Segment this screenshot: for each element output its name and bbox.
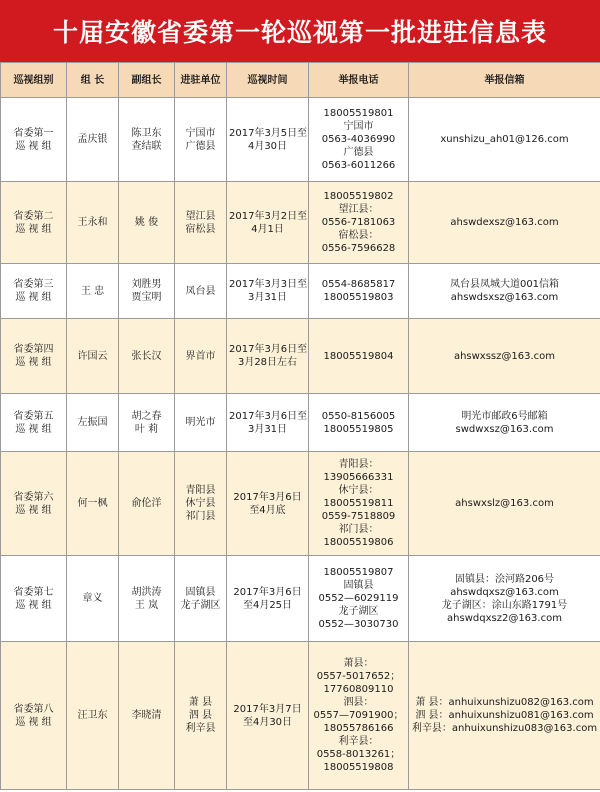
phone-cell bbox=[309, 642, 409, 790]
cell-line: 固镇县：浍河路206号 bbox=[454, 573, 555, 585]
cell-line: 萧 县 bbox=[188, 697, 213, 708]
group-cell bbox=[1, 264, 67, 319]
deputy-cell bbox=[119, 264, 175, 319]
mailbox-cell bbox=[409, 319, 600, 394]
phone-cell bbox=[309, 452, 409, 556]
time-cell bbox=[227, 98, 309, 182]
unit-cell bbox=[175, 452, 227, 556]
cell-line: 巡 视 组 bbox=[15, 140, 52, 152]
cell-line: 3月31日 bbox=[247, 423, 288, 435]
unit-cell bbox=[175, 642, 227, 790]
cell-line: 明光市邮政6号邮箱 bbox=[461, 410, 548, 422]
cell-line: 0559-7518809 bbox=[321, 511, 396, 522]
cell-line: 宿松县： bbox=[338, 230, 379, 241]
cell-line: 望江县： bbox=[338, 204, 379, 215]
leader-cell bbox=[67, 182, 119, 264]
unit-cell bbox=[175, 264, 227, 319]
deputy-cell bbox=[119, 319, 175, 394]
cell-line: 省委第八 bbox=[13, 703, 54, 715]
table-row bbox=[1, 642, 600, 790]
table-row bbox=[1, 556, 600, 642]
cell-line: 3月31日 bbox=[247, 292, 288, 303]
cell-line: 0557-5017652； bbox=[316, 671, 401, 682]
cell-line: 18005519808 bbox=[323, 762, 394, 773]
time-cell bbox=[227, 556, 309, 642]
leader-cell bbox=[67, 556, 119, 642]
cell-line: 王永和 bbox=[77, 217, 108, 228]
cell-line: 左振国 bbox=[77, 417, 108, 428]
mailbox-cell bbox=[409, 452, 600, 556]
cell-line: 叶 莉 bbox=[134, 423, 159, 435]
cell-line: 18005519811 bbox=[323, 498, 394, 509]
deputy-cell bbox=[119, 556, 175, 642]
cell-line: 巡 视 组 bbox=[15, 357, 52, 368]
cell-line: 孟庆银 bbox=[77, 134, 108, 145]
cell-line: 18005519806 bbox=[323, 537, 394, 548]
cell-line: 王 岚 bbox=[134, 599, 159, 611]
cell-line: 18005519801 bbox=[323, 108, 394, 119]
cell-line: 省委第三 bbox=[13, 279, 54, 290]
cell-line: 2017年3月6日至 bbox=[229, 344, 308, 355]
cell-line: 0552—6029119 bbox=[318, 593, 399, 604]
table-row bbox=[1, 98, 600, 182]
cell-line: 省委第六 bbox=[13, 491, 54, 503]
cell-line: 18005519804 bbox=[323, 350, 394, 362]
table-row bbox=[1, 182, 600, 264]
cell-line: 章义 bbox=[82, 593, 103, 604]
leader-cell bbox=[67, 452, 119, 556]
cell-line: 2017年3月5日至 bbox=[229, 127, 308, 139]
cell-line: 青阳县： bbox=[338, 459, 379, 470]
deputy-cell bbox=[119, 452, 175, 556]
column-header: 副组长 bbox=[119, 63, 175, 98]
cell-line: 2017年3月7日 bbox=[233, 703, 302, 715]
phone-cell bbox=[309, 98, 409, 182]
cell-line: 至4月30日 bbox=[242, 716, 293, 728]
leader-cell bbox=[67, 394, 119, 452]
cell-line: 4月1日 bbox=[251, 223, 284, 235]
time-cell bbox=[227, 319, 309, 394]
cell-line: swdwxsz@163.com bbox=[455, 423, 554, 435]
cell-line: 2017年3月2日至 bbox=[229, 210, 308, 222]
mailbox-cell bbox=[409, 394, 600, 452]
cell-line: 明光市 bbox=[185, 417, 216, 428]
phone-cell bbox=[309, 264, 409, 319]
cell-line: 贾宝明 bbox=[131, 292, 162, 303]
deputy-cell bbox=[119, 182, 175, 264]
cell-line: 0563-6011266 bbox=[321, 160, 396, 171]
cell-line: 姚 俊 bbox=[134, 217, 159, 228]
page-title: 十届安徽省委第一轮巡视第一批进驻信息表 bbox=[52, 18, 547, 47]
cell-line: 宿松县 bbox=[185, 223, 216, 235]
cell-line: 省委第四 bbox=[13, 344, 54, 355]
column-header: 组 长 bbox=[67, 63, 119, 98]
cell-line: 胡之春 bbox=[131, 410, 162, 422]
cell-line: 18005519805 bbox=[323, 423, 394, 435]
cell-line: 萧 县：anhuixunshizu082@163.com bbox=[415, 697, 594, 708]
cell-line: 2017年3月6日 bbox=[233, 586, 302, 598]
mailbox-cell bbox=[409, 556, 600, 642]
cell-line: 许国云 bbox=[77, 350, 108, 362]
table-row bbox=[1, 319, 600, 394]
time-cell bbox=[227, 642, 309, 790]
cell-line: 龙子湖区 bbox=[338, 606, 379, 617]
cell-line: 李晓清 bbox=[131, 710, 162, 721]
cell-line: 界首市 bbox=[185, 350, 216, 362]
unit-cell bbox=[175, 394, 227, 452]
cell-line: 宁国市 bbox=[343, 121, 374, 132]
cell-line: 胡洪涛 bbox=[131, 586, 162, 598]
cell-line: 2017年3月6日至 bbox=[229, 410, 308, 422]
cell-line: 巡 视 组 bbox=[15, 504, 52, 516]
time-cell bbox=[227, 264, 309, 319]
cell-line: 0554-8685817 bbox=[321, 279, 396, 290]
cell-line: 省委第二 bbox=[13, 210, 54, 222]
cell-line: 18055786166 bbox=[323, 723, 394, 734]
unit-cell bbox=[175, 98, 227, 182]
cell-line: 青阳县 bbox=[185, 485, 216, 496]
cell-line: 0556-7181063 bbox=[321, 217, 396, 228]
phone-cell bbox=[309, 394, 409, 452]
cell-line: 13905666331 bbox=[323, 472, 394, 483]
leader-cell bbox=[67, 264, 119, 319]
cell-line: 广德县 bbox=[343, 147, 374, 158]
mailbox-cell bbox=[409, 264, 600, 319]
cell-line: xunshizu_ah01@126.com bbox=[440, 134, 569, 145]
time-cell bbox=[227, 394, 309, 452]
cell-line: 利辛县：anhuixunshizu083@163.com bbox=[411, 723, 598, 734]
cell-line: 祁门县： bbox=[338, 524, 379, 535]
cell-line: 固镇县 bbox=[185, 586, 216, 598]
cell-line: 18005519802 bbox=[323, 191, 394, 202]
leader-cell bbox=[67, 98, 119, 182]
table-header-row bbox=[1, 63, 600, 98]
cell-line: 至4月底 bbox=[249, 504, 286, 516]
cell-line: 泗县： bbox=[343, 697, 374, 708]
column-header: 举报电话 bbox=[309, 63, 409, 98]
cell-line: 0563-4036990 bbox=[321, 134, 396, 145]
cell-line: ahswdsxsz@163.com bbox=[450, 292, 559, 303]
cell-line: 刘胜男 bbox=[131, 279, 162, 290]
phone-cell bbox=[309, 319, 409, 394]
phone-cell bbox=[309, 556, 409, 642]
group-cell bbox=[1, 642, 67, 790]
column-header: 巡视组别 bbox=[1, 63, 67, 98]
cell-line: 泗 县：anhuixunshizu081@163.com bbox=[415, 710, 594, 721]
cell-line: 广德县 bbox=[185, 140, 216, 152]
cell-line: 张长汉 bbox=[131, 350, 162, 362]
deputy-cell bbox=[119, 642, 175, 790]
time-cell bbox=[227, 182, 309, 264]
cell-line: 至4月25日 bbox=[242, 599, 293, 611]
cell-line: 巡 视 组 bbox=[15, 423, 52, 435]
cell-line: 祁门县 bbox=[185, 511, 216, 522]
group-cell bbox=[1, 98, 67, 182]
cell-line: 王 忠 bbox=[80, 285, 105, 297]
cell-line: 3月28日左右 bbox=[237, 357, 298, 368]
cell-line: 汪卫东 bbox=[77, 710, 108, 721]
cell-line: 凤台县凤城大道001信箱 bbox=[449, 279, 560, 290]
cell-line: 陈卫东 bbox=[131, 127, 162, 139]
cell-line: 利辛县 bbox=[185, 723, 216, 734]
cell-line: ahswxssz@163.com bbox=[453, 350, 556, 362]
group-cell bbox=[1, 452, 67, 556]
cell-line: 0550-8156005 bbox=[321, 410, 396, 422]
leader-cell bbox=[67, 319, 119, 394]
cell-line: 0552—3030730 bbox=[318, 619, 399, 630]
time-cell bbox=[227, 452, 309, 556]
cell-line: 利辛县： bbox=[338, 736, 379, 747]
page-title-banner bbox=[0, 0, 600, 62]
unit-cell bbox=[175, 182, 227, 264]
cell-line: 巡 视 组 bbox=[15, 292, 52, 303]
cell-line: 18005519803 bbox=[323, 292, 394, 303]
deputy-cell bbox=[119, 98, 175, 182]
group-cell bbox=[1, 394, 67, 452]
column-header: 进驻单位 bbox=[175, 63, 227, 98]
table-row bbox=[1, 264, 600, 319]
cell-line: 龙子湖区：涂山东路1791号 bbox=[441, 599, 568, 611]
cell-line: ahswxslz@163.com bbox=[455, 498, 554, 509]
cell-line: 何一枫 bbox=[77, 498, 108, 509]
cell-line: 休宁县 bbox=[185, 498, 216, 509]
cell-line: 2017年3月6日 bbox=[233, 491, 302, 503]
mailbox-cell bbox=[409, 642, 600, 790]
cell-line: ahswdqxsz@163.com bbox=[450, 586, 559, 598]
table-row bbox=[1, 394, 600, 452]
cell-line: 0556-7596628 bbox=[321, 243, 396, 254]
group-cell bbox=[1, 182, 67, 264]
cell-line: 固镇县 bbox=[343, 580, 374, 591]
cell-line: 省委第一 bbox=[13, 127, 54, 139]
leader-cell bbox=[67, 642, 119, 790]
cell-line: 0557—7091900； bbox=[313, 710, 404, 721]
cell-line: 龙子湖区 bbox=[180, 599, 221, 611]
table-row bbox=[1, 452, 600, 556]
column-header: 巡视时间 bbox=[227, 63, 309, 98]
cell-line: 18005519807 bbox=[323, 567, 394, 578]
mailbox-cell bbox=[409, 98, 600, 182]
unit-cell bbox=[175, 556, 227, 642]
cell-line: 巡 视 组 bbox=[15, 716, 52, 728]
cell-line: 巡 视 组 bbox=[15, 599, 52, 611]
deputy-cell bbox=[119, 394, 175, 452]
cell-line: 休宁县： bbox=[338, 485, 379, 496]
cell-line: 省委第七 bbox=[13, 586, 54, 598]
inspection-info-table bbox=[0, 62, 600, 790]
group-cell bbox=[1, 319, 67, 394]
unit-cell bbox=[175, 319, 227, 394]
cell-line: 查结联 bbox=[131, 140, 162, 152]
group-cell bbox=[1, 556, 67, 642]
cell-line: 宁国市 bbox=[185, 127, 216, 139]
cell-line: 萧县： bbox=[343, 658, 374, 669]
cell-line: 4月30日 bbox=[247, 140, 288, 152]
cell-line: 0558-8013261； bbox=[316, 749, 401, 760]
cell-line: 17760809110 bbox=[323, 684, 394, 695]
cell-line: ahswdqxsz2@163.com bbox=[447, 612, 562, 624]
cell-line: 泗 县 bbox=[188, 710, 213, 721]
phone-cell bbox=[309, 182, 409, 264]
cell-line: 巡 视 组 bbox=[15, 223, 52, 235]
mailbox-cell bbox=[409, 182, 600, 264]
column-header: 举报信箱 bbox=[409, 63, 600, 98]
cell-line: 俞伦洋 bbox=[131, 498, 162, 509]
cell-line: ahswdexsz@163.com bbox=[450, 217, 559, 228]
cell-line: 望江县 bbox=[185, 210, 216, 222]
cell-line: 凤台县 bbox=[185, 285, 216, 297]
cell-line: 2017年3月3日至 bbox=[229, 279, 308, 290]
cell-line: 省委第五 bbox=[13, 410, 54, 422]
